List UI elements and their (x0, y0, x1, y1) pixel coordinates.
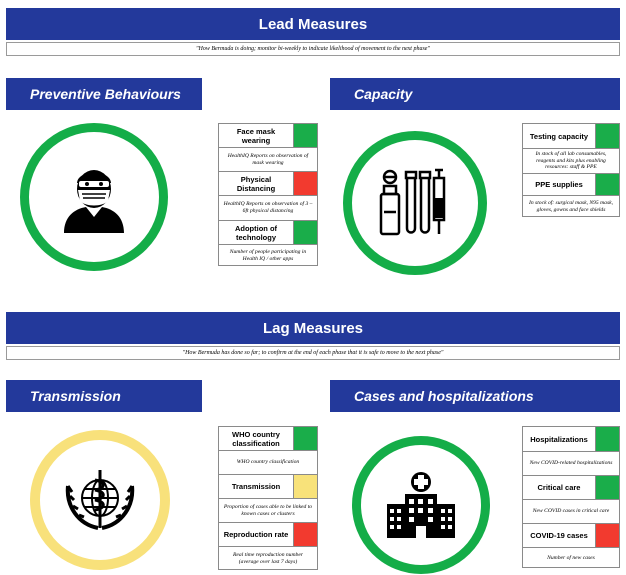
testing-capacity-label: Testing capacity (529, 131, 589, 141)
table-row (523, 196, 619, 217)
who-classification-desc: WHO country classification (236, 459, 300, 465)
transmission-label: Transmission (231, 482, 281, 491)
transmission-measures-table (218, 426, 318, 570)
physical-distancing-desc: HealthIQ Reports on observation of 3 – 6ft physical distancing (223, 201, 313, 214)
transmission-header (6, 380, 202, 412)
physical-distancing-label: Physical Distancing (236, 174, 276, 193)
covid-cases-status (595, 524, 619, 547)
table-row (219, 196, 317, 221)
preventive-measures-table (218, 123, 318, 266)
face-mask-desc: HealthIQ Reports on observation of mask wearing (227, 152, 309, 166)
table-row (219, 148, 317, 172)
lag-measures-subtitle: "How Bermuda has done so far; to confirm at the end of each phase that it is safe to move to the next phase" (6, 346, 620, 360)
physical-distancing-status (293, 172, 317, 195)
adoption-technology-label: Adoption of technology (234, 223, 278, 242)
hospitalizations-label: Hospitalizations (530, 434, 588, 444)
hospital-building-icon (352, 436, 490, 574)
table-row (219, 427, 317, 451)
critical-care-label: Critical care (537, 483, 581, 492)
table-row (523, 427, 619, 452)
table-row (219, 499, 317, 523)
hospitalizations-status (595, 427, 619, 451)
table-row (523, 124, 619, 149)
table-row (523, 548, 619, 568)
table-row (523, 524, 619, 548)
capacity-measures-table (522, 123, 620, 217)
table-row (523, 452, 619, 476)
table-row (219, 523, 317, 547)
ppe-supplies-label: PPE supplies (535, 180, 583, 189)
lag-measures-banner (6, 312, 620, 344)
testing-capacity-desc: In stock of all lab consumables, reagents and kits plus enabling resources: staff & PPE (535, 150, 607, 171)
reproduction-rate-status (293, 523, 317, 546)
face-mask-status (293, 124, 317, 147)
face-mask-label: Face mask wearing (236, 126, 276, 145)
lead-measures-banner (6, 8, 620, 40)
table-row (219, 172, 317, 196)
preventive-behaviours-header (6, 78, 202, 110)
lead-measures-subtitle: "How Bermuda is doing; monitor bi-weekly to indicate likelihood of movement to the next phase" (6, 42, 620, 56)
critical-care-desc: New COVID cases in critical care (532, 508, 610, 514)
table-row (219, 245, 317, 266)
who-classification-label: WHO country classification (232, 429, 280, 448)
masked-person-icon (20, 123, 168, 271)
hospitalizations-desc: New COVID-related hospitalizations (529, 460, 613, 466)
ppe-supplies-status (595, 174, 619, 195)
table-row (523, 500, 619, 524)
cases-hospitalizations-title: Cases and hospitalizations (354, 388, 534, 404)
reproduction-rate-desc: Real time reproduction number (average over last 7 days) (233, 551, 303, 565)
table-row (219, 221, 317, 245)
table-row (219, 547, 317, 570)
cases-hospitalizations-header (330, 380, 620, 412)
adoption-technology-status (293, 221, 317, 244)
lead-measures-title: Lead Measures (258, 15, 368, 33)
table-row (523, 174, 619, 196)
lab-vials-syringe-icon (343, 131, 487, 275)
who-classification-status (293, 427, 317, 450)
table-row (219, 475, 317, 499)
lag-measures-title: Lag Measures (262, 319, 364, 337)
transmission-status (293, 475, 317, 498)
transmission-desc: Proportion of cases able to be linked to known cases or clusters (223, 503, 313, 517)
who-emblem-icon (30, 430, 170, 570)
adoption-technology-desc: Number of people participating in Health IQ / other apps (229, 248, 307, 262)
cases-measures-table (522, 426, 620, 568)
table-row (219, 451, 317, 475)
capacity-header (330, 78, 620, 110)
testing-capacity-status (595, 124, 619, 148)
ppe-supplies-desc: In stock of: surgical mask, N95 mask, gloves, gowns and face shields (529, 199, 613, 213)
preventive-behaviours-title: Preventive Behaviours (30, 86, 181, 102)
transmission-title: Transmission (30, 388, 121, 404)
table-row (523, 149, 619, 174)
table-row (523, 476, 619, 500)
table-row (219, 124, 317, 148)
critical-care-status (595, 476, 619, 499)
covid-cases-label: COVID-19 cases (530, 531, 588, 540)
reproduction-rate-label: Reproduction rate (223, 530, 289, 539)
covid-cases-desc: Number of new cases (547, 554, 595, 561)
capacity-title: Capacity (354, 86, 413, 102)
